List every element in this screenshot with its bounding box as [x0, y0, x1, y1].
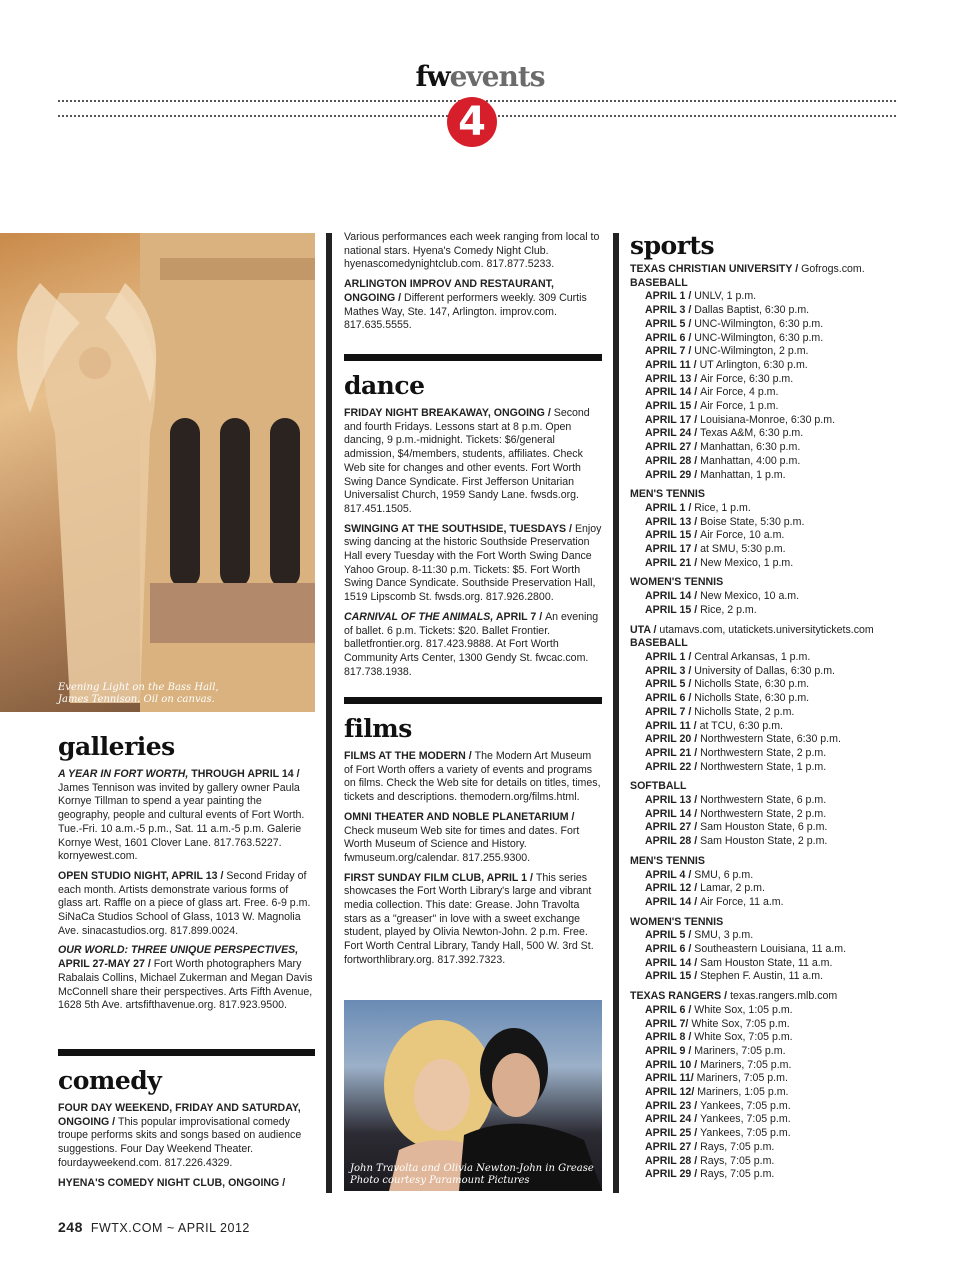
sports-game-date: APRIL 14 / [645, 956, 701, 969]
sports-game-opponent: Sam Houston State, 6 p.m. [700, 821, 828, 834]
comedy-section [58, 1049, 315, 1196]
sports-game-date: APRIL 1 / [645, 650, 695, 663]
sports-game [630, 400, 905, 414]
gallery-item-body: Second Friday of each month. Artists demonstrate various forms of glass art. Raffle on a piece of glass art. Free. 6-9 p.m. SiNaCa Studios School of Glass, 1013 W. Magnolia Ave. sinacastudios.org. 817.899.0024. [58, 869, 311, 937]
sports-game-date: APRIL 7 / [645, 705, 695, 718]
sports-game [630, 290, 905, 304]
sports-game-date: APRIL 29 / [645, 1168, 701, 1181]
sports-group [630, 780, 905, 849]
sports-game-date: APRIL 1 / [645, 501, 695, 514]
sports-game-opponent: University of Dallas, 6:30 p.m. [694, 664, 835, 677]
sports-game-opponent: Sam Houston State, 11 a.m. [700, 956, 833, 969]
sports-game [630, 1168, 905, 1182]
sports-game-opponent: Northwestern State, 1 p.m. [700, 760, 827, 773]
film-item-title: FILMS AT THE MODERN / [344, 750, 475, 762]
sports-game-opponent: White Sox, 7:05 p.m. [694, 1031, 793, 1044]
sports-game [630, 604, 905, 618]
sports-game-opponent: Air Force, 4 p.m. [700, 386, 779, 399]
sports-game-date: APRIL 23 / [645, 1099, 701, 1112]
sports-game [630, 692, 905, 706]
sports-game-opponent: Texas A&M, 6:30 p.m. [700, 427, 804, 440]
dance-item-body: Second and fourth Fridays. Lessons start at 8 p.m. Open dancing, 9 p.m.-midnight. Tickets: $6/general admission, $4/members, students, affiliates. Check Web site for changes and other events. Fort Worth Swing Dance Syndicate. First Jefferson Unitarian Universalist Church, 1959 Sandy Lane. fwsds.org. 817.451.1505. [344, 407, 590, 515]
galleries-title: galleries [58, 732, 175, 761]
dance-item-title: FRIDAY NIGHT BREAKAWAY, ONGOING / [344, 407, 554, 419]
sports-game-opponent: Mariners, 7:05 p.m. [694, 1044, 786, 1057]
sports-game-opponent: Central Arkansas, 1 p.m. [694, 650, 811, 663]
sports-game [630, 441, 905, 455]
sports-subhead: WOMEN'S TENNIS [630, 576, 724, 589]
dance-section [344, 354, 602, 685]
sports-game [630, 1086, 905, 1100]
sports-game [630, 706, 905, 720]
page-footer [58, 1219, 250, 1235]
gallery-item [58, 870, 315, 939]
sports-game-opponent: Rays, 7:05 p.m. [700, 1168, 775, 1181]
sports-game [630, 1004, 905, 1018]
sports-game-date: APRIL 24 / [645, 1113, 701, 1126]
sports-game-opponent: New Mexico, 10 a.m. [700, 590, 800, 603]
sports-game-date: APRIL 8 / [645, 1031, 695, 1044]
dance-item-title: CARNIVAL OF THE ANIMALS, [344, 610, 494, 623]
sports-game [630, 869, 905, 883]
sports-game-date: APRIL 13 / [645, 515, 701, 528]
sports-game-date: APRIL 28 / [645, 1154, 701, 1167]
sports-group [630, 916, 905, 985]
sports-game [630, 1018, 905, 1032]
sports-game [630, 304, 905, 318]
sports-game-date: APRIL 5 / [645, 678, 695, 691]
sports-game-date: APRIL 22 / [645, 760, 701, 773]
sports-game [630, 469, 905, 483]
dance-divider [344, 354, 602, 361]
sports-subhead: MEN'S TENNIS [630, 488, 705, 501]
sports-game-opponent: New Mexico, 1 p.m. [700, 556, 794, 569]
sports-game-opponent: Mariners, 1:05 p.m. [697, 1086, 789, 1099]
sports-group [630, 624, 905, 775]
sports-game-date: APRIL 28 / [645, 454, 701, 467]
dance-item-body: An evening of ballet. 6 p.m. Tickets: $20. Ballet Frontier. balletfrontier.org. 817.423.9888. At Fort Worth Community Arts Center, 1300 Gendy St. fwcac.com. 817.738.1938. [344, 610, 599, 678]
sports-org: TEXAS CHRISTIAN UNIVERSITY / [630, 263, 802, 275]
gallery-item-title: A YEAR IN FORT WORTH, [58, 768, 189, 780]
sports-game-date: APRIL 11 / [645, 358, 700, 371]
dance-item-title: SWINGING AT THE SOUTHSIDE, TUESDAYS / [344, 522, 575, 535]
comedy-divider [58, 1049, 315, 1056]
film-item-body: This series showcases the Fort Worth Library's large and vibrant media collection. This date: Grease. John Travolta stars as a "greaser" in love with a sweet exchange student, played by Olivia Newton-John. 2 p.m. Free. Fort Worth Central Library, Tandy Hall, 500 W. 3rd St. fortworthlibrary.org. 817.392.7323. [344, 871, 594, 966]
sports-game-opponent: UNLV, 1 p.m. [694, 290, 757, 303]
sports-game-date: APRIL 6 / [645, 331, 695, 344]
film-item [344, 750, 602, 805]
sports-game-date: APRIL 7/ [645, 1017, 692, 1030]
sports-game-date: APRIL 3 / [645, 664, 695, 677]
sports-game [630, 761, 905, 775]
sports-org: TEXAS RANGERS / [630, 990, 731, 1003]
sports-game-opponent: UNC-Wilmington, 6:30 p.m. [694, 331, 824, 344]
sports-game [630, 957, 905, 971]
sports-game-opponent: Northwestern State, 2 p.m. [700, 807, 827, 820]
comedy-item-body: This popular improvisational comedy troupe performs skits and songs based on audience suggestions. Four Day Weekend Theater. fourdayweekend.com. 817.226.4329. [58, 1115, 302, 1169]
sports-game-opponent: Nicholls State, 6:30 p.m. [694, 692, 810, 705]
film-item [344, 811, 602, 866]
sports-game [630, 455, 905, 469]
gallery-item-body: Fort Worth photographers Mary Rabalais Collins, Michael Zukerman and Megan Davis McConnell share their perspectives. Arts Fifth Avenue, 1628 5th Ave. artsfifthavenue.org. 817.923.9500. [58, 958, 313, 1012]
sports-group [630, 855, 905, 910]
sports-game [630, 590, 905, 604]
sports-game [630, 720, 905, 734]
sports-game-opponent: Rice, 2 p.m. [700, 603, 757, 616]
sports-game-opponent: Yankees, 7:05 p.m. [700, 1099, 791, 1112]
film-item-body: Check museum Web site for times and dates. Fort Worth Museum of Science and History. fwmuseum.org/calendar. 817.255.9300. [344, 824, 580, 864]
sports-game [630, 502, 905, 516]
sports-game [630, 808, 905, 822]
sports-game-opponent: Sam Houston State, 2 p.m. [700, 835, 828, 848]
sports-game-opponent: Rays, 7:05 p.m. [700, 1154, 775, 1167]
sports-game-date: APRIL 24 / [645, 427, 701, 440]
sports-game-date: APRIL 15 / [645, 400, 701, 413]
sports-game-opponent: Stephen F. Austin, 11 a.m. [700, 970, 824, 983]
sports-org-line [630, 990, 905, 1004]
sports-game [630, 678, 905, 692]
sports-subhead: BASEBALL [630, 637, 688, 650]
sports-game [630, 651, 905, 665]
sports-game-date: APRIL 11 / [645, 719, 700, 732]
sports-game-opponent: Air Force, 1 p.m. [700, 400, 779, 413]
sports-game [630, 1045, 905, 1059]
sports-game [630, 929, 905, 943]
sports-game-date: APRIL 17 / [645, 543, 701, 556]
sports-game-opponent: Dallas Baptist, 6:30 p.m. [694, 304, 810, 317]
sports-game [630, 386, 905, 400]
sports-game-date: APRIL 6 / [645, 943, 695, 956]
sports-game-opponent: Louisiana-Monroe, 6:30 p.m. [700, 413, 836, 426]
sports-game [630, 345, 905, 359]
sports-game [630, 794, 905, 808]
gallery-item-title: OPEN STUDIO NIGHT, APRIL 13 / [58, 869, 227, 882]
sports-game-date: APRIL 3 / [645, 304, 695, 317]
films-divider [344, 697, 602, 704]
sports-section [630, 231, 905, 1188]
sports-game-opponent: Lamar, 2 p.m. [700, 882, 765, 895]
film-item-title: FIRST SUNDAY FILM CLUB, APRIL 1 / [344, 871, 536, 884]
footer-text: FWTX.COM ~ APRIL 2012 [90, 1221, 250, 1235]
sports-group [630, 576, 905, 617]
sports-game [630, 557, 905, 571]
sports-game-opponent: at SMU, 5:30 p.m. [700, 543, 786, 556]
sports-game-date: APRIL 21 / [645, 746, 701, 759]
sports-game-date: APRIL 15 / [645, 970, 701, 983]
sports-subhead: BASEBALL [630, 276, 688, 289]
sports-game-opponent: Yankees, 7:05 p.m. [700, 1127, 791, 1140]
comedy-item-title: ARLINGTON IMPROV AND RESTAURANT, ONGOING / [344, 278, 554, 304]
film-item [344, 872, 602, 968]
sports-game-opponent: Manhattan, 4:00 p.m. [700, 454, 801, 467]
dance-item-body: Enjoy swing dancing at the historic Southside Preservation Hall every Tuesday with the Fort Worth Swing Dance Yahoo Group. 8-11:30 p.m. Tickets: $5. Fort Worth Swing Dance Syndicate. Southside Preservation Hall, 1519 Lipscomb St. fwsds.org. 817.926.2800. [344, 522, 602, 604]
sports-game-opponent: Yankees, 7:05 p.m. [700, 1113, 791, 1126]
sports-game [630, 529, 905, 543]
sports-game-date: APRIL 28 / [645, 835, 701, 848]
sports-org-line [630, 624, 905, 638]
sports-game [630, 821, 905, 835]
sports-game-opponent: White Sox, 7:05 p.m. [691, 1017, 790, 1030]
gallery-item-date: THROUGH APRIL 14 / [188, 768, 300, 780]
sports-org: UTA / [630, 623, 660, 636]
masthead [0, 60, 960, 93]
sports-game-date: APRIL 27 / [645, 1140, 701, 1153]
sports-site: utamavs.com, utatickets.universitytickets.com [659, 623, 874, 636]
sports-org-line [630, 263, 905, 277]
sports-game-date: APRIL 12/ [645, 1086, 698, 1099]
gallery-item-date: APRIL 27-MAY 27 / [58, 958, 154, 971]
sports-game-opponent: Boise State, 5:30 p.m. [700, 515, 805, 528]
sports-game [630, 1113, 905, 1127]
sports-game [630, 747, 905, 761]
grease-photo [344, 1000, 602, 1191]
sports-game [630, 1127, 905, 1141]
dance-item [344, 611, 602, 680]
comedy-continued: Various performances each week ranging from local to national stars. Hyena's Comedy Night Club. hyenascomedynightclub.com. 817.877.5233. [344, 231, 600, 271]
dance-item [344, 523, 602, 605]
sports-game-date: APRIL 29 / [645, 468, 701, 481]
grease-caption-line1: John Travolta and Olivia Newton-John in Grease [350, 1163, 594, 1174]
sports-game-opponent: Northwestern State, 6 p.m. [700, 794, 827, 807]
film-item-body: The Modern Art Museum of Fort Worth offers a variety of events and programs on films. Check the Web site for details on titles, times, tickets and descriptions. themodern.org/films.html. [344, 750, 601, 804]
column-rule-left [326, 233, 332, 1193]
painting-caption [58, 682, 219, 706]
middle-column [344, 231, 602, 339]
comedy-title: comedy [58, 1066, 162, 1095]
sports-subhead: WOMEN'S TENNIS [630, 915, 724, 928]
sports-game-opponent: SMU, 3 p.m. [694, 929, 754, 942]
sports-game [630, 970, 905, 984]
comedy-item [58, 1177, 315, 1191]
sports-game-date: APRIL 6 / [645, 1003, 695, 1016]
sports-game-date: APRIL 4 / [645, 868, 695, 881]
sports-game-date: APRIL 15 / [645, 603, 701, 616]
sports-game-date: APRIL 13 / [645, 372, 701, 385]
sports-game-opponent: Air Force, 11 a.m. [700, 895, 784, 908]
sports-game-opponent: Northwestern State, 2 p.m. [700, 746, 827, 759]
sports-game-opponent: White Sox, 1:05 p.m. [694, 1003, 793, 1016]
bass-hall-illustration [0, 233, 315, 712]
sports-game-opponent: Manhattan, 1 p.m. [700, 468, 786, 481]
sports-game-opponent: at TCU, 6:30 p.m. [699, 719, 783, 732]
sports-game [630, 1100, 905, 1114]
sports-game [630, 1031, 905, 1045]
gallery-item [58, 768, 315, 864]
sports-game-opponent: Air Force, 10 a.m. [700, 529, 785, 542]
sports-game-date: APRIL 21 / [645, 556, 701, 569]
sports-game-opponent: Rice, 1 p.m. [694, 501, 751, 514]
sports-game-opponent: UNC-Wilmington, 6:30 p.m. [694, 317, 824, 330]
sports-game [630, 665, 905, 679]
sports-game [630, 318, 905, 332]
sports-game-date: APRIL 14 / [645, 386, 701, 399]
sports-game-date: APRIL 25 / [645, 1127, 701, 1140]
dance-title: dance [344, 371, 425, 400]
grease-caption-line2: Photo courtesy Paramount Pictures [350, 1175, 530, 1186]
sports-game [630, 332, 905, 346]
gallery-item-title: OUR WORLD: THREE UNIQUE PERSPECTIVES, [58, 944, 299, 957]
sports-game-date: APRIL 14 / [645, 895, 701, 908]
sports-group [630, 488, 905, 570]
sports-game [630, 516, 905, 530]
sports-game-date: APRIL 13 / [645, 794, 701, 807]
films-section [344, 697, 602, 974]
sports-game-date: APRIL 14 / [645, 590, 701, 603]
issue-number-badge: 4 [447, 97, 497, 147]
sports-game-date: APRIL 7 / [645, 345, 695, 358]
sports-game-date: APRIL 5 / [645, 317, 695, 330]
painting-caption-line2: James Tennison. Oil on canvas. [58, 694, 215, 705]
sports-game [630, 373, 905, 387]
sports-subhead: MEN'S TENNIS [630, 854, 705, 867]
sports-game [630, 1141, 905, 1155]
sports-game-opponent: Southeastern Louisiana, 11 a.m. [694, 943, 847, 956]
comedy-item-body: Different performers weekly. 309 Curtis Mathes Way, Ste. 147, Arlington. improv.com. 817.635.5555. [344, 291, 587, 332]
sports-site: Gofrogs.com. [801, 263, 865, 275]
sports-game-opponent: UNC-Wilmington, 2 p.m. [694, 345, 809, 358]
sports-game [630, 1155, 905, 1169]
masthead-fw: fw [415, 60, 450, 93]
sports-game-opponent: Mariners, 7:05 p.m. [700, 1058, 792, 1071]
dance-item-date: APRIL 7 / [493, 610, 546, 623]
sports-game-opponent: Northwestern State, 6:30 p.m. [700, 733, 841, 746]
sports-game [630, 1072, 905, 1086]
painting-caption-line1: Evening Light on the Bass Hall, [58, 682, 219, 693]
sports-title: sports [630, 231, 715, 260]
sports-game-date: APRIL 14 / [645, 807, 701, 820]
sports-group [630, 263, 905, 482]
sports-game [630, 733, 905, 747]
sports-game [630, 359, 905, 373]
sports-game-date: APRIL 1 / [645, 290, 695, 303]
sports-game-opponent: SMU, 6 p.m. [694, 868, 754, 881]
comedy-item-title: FOUR DAY WEEKEND, FRIDAY AND SATURDAY, ONGOING / [58, 1102, 301, 1128]
sports-game-opponent: Manhattan, 6:30 p.m. [700, 441, 801, 454]
dance-item [344, 407, 602, 517]
sports-game-date: APRIL 6 / [645, 692, 695, 705]
sports-game-opponent: Rays, 7:05 p.m. [700, 1140, 775, 1153]
galleries-section [58, 732, 315, 1019]
sports-group [630, 990, 905, 1182]
sports-subhead: SOFTBALL [630, 780, 687, 793]
sports-game [630, 943, 905, 957]
sports-game-opponent: Air Force, 6:30 p.m. [700, 372, 794, 385]
comedy-item [344, 278, 602, 333]
column-rule-right [613, 233, 619, 1193]
sports-game-opponent: Mariners, 7:05 p.m. [696, 1072, 788, 1085]
sports-game [630, 882, 905, 896]
sports-site: texas.rangers.mlb.com [730, 990, 838, 1003]
bass-hall-painting [0, 233, 315, 712]
sports-game-date: APRIL 15 / [645, 529, 701, 542]
grease-caption [350, 1163, 594, 1187]
sports-game-date: APRIL 11/ [645, 1072, 697, 1085]
gallery-item [58, 944, 315, 1013]
page-number: 248 [58, 1219, 83, 1235]
film-item-title: OMNI THEATER AND NOBLE PLANETARIUM / [344, 810, 575, 823]
sports-game-date: APRIL 9 / [645, 1044, 695, 1057]
sports-game-date: APRIL 17 / [645, 413, 701, 426]
sports-game-date: APRIL 10 / [645, 1058, 701, 1071]
sports-game [630, 414, 905, 428]
comedy-item-title: HYENA'S COMEDY NIGHT CLUB, ONGOING / [58, 1176, 286, 1189]
masthead-events: events [449, 60, 545, 93]
sports-game-opponent: UT Arlington, 6:30 p.m. [699, 358, 808, 371]
sports-game [630, 427, 905, 441]
gallery-item-body: James Tennison was invited by gallery owner Paula Kornye Tillman to spend a year painting the geography, people and cultural events of Fort Worth. Tue.-Fri. 10 a.m.-5 p.m., Sat. 11 a.m.-5 p.m. Galerie Kornye West, 1601 Clover Lane. 817.763.5227. kornyewest.com. [58, 781, 305, 863]
sports-game-opponent: Nicholls State, 2 p.m. [694, 705, 795, 718]
sports-game-date: APRIL 27 / [645, 441, 701, 454]
sports-game-date: APRIL 27 / [645, 821, 701, 834]
sports-game-date: APRIL 12 / [645, 882, 701, 895]
sports-game [630, 896, 905, 910]
sports-game-date: APRIL 20 / [645, 733, 701, 746]
sports-game [630, 543, 905, 557]
comedy-item [58, 1102, 315, 1171]
films-title: films [344, 714, 412, 743]
sports-game [630, 1059, 905, 1073]
sports-game-opponent: Nicholls State, 6:30 p.m. [694, 678, 810, 691]
sports-game-date: APRIL 5 / [645, 929, 695, 942]
sports-game [630, 835, 905, 849]
